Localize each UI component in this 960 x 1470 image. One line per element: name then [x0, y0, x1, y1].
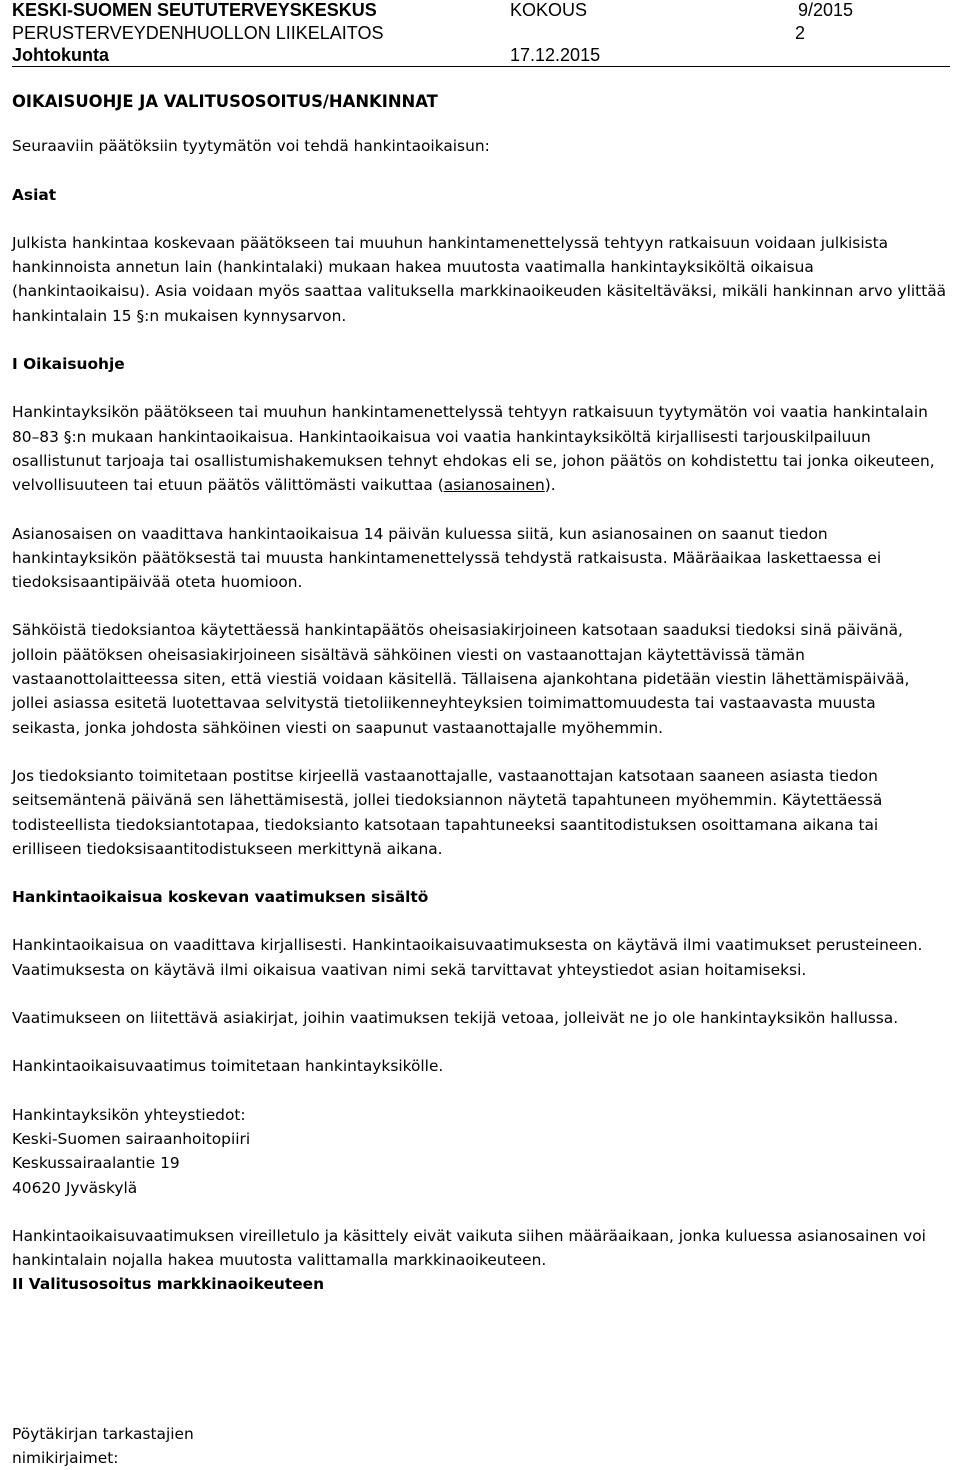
contact-label: Hankintayksikön yhteystiedot: [12, 1105, 246, 1124]
claim-paragraph-2: Vaatimukseen on liitettävä asiakirjat, joihin vaatimuksen tekijä vetoaa, jolleivät ne jo ole hankintayksikön hallussa. [12, 1009, 899, 1028]
section-1-paragraph-3: Sähköistä tiedoksiantoa käytettäessä hankintapäätös oheisasiakirjoineen katsotaan saaduksi tiedoksi sinä päivänä, jolloin päätöksen oheisasiakirjoineen sisältävä sähköinen viesti on vastaanottajan käytettävissä tämän vastaanottolaitteessa siten, että viestiä voidaan käsitellä. Tällaisena ajankohtana pidetään viestin lähettämispäivää, jollei asiassa esitetä luotettavaa selvitystä tietoliikenneyhteyksien toimimattomuudesta tai vastaavasta muusta seikasta, jonka johdosta sähköinen viesti on saapunut vastaanottajalle myöhemmin. [12, 621, 910, 737]
meeting-number: 9/2015 [798, 0, 854, 20]
meeting-label: KOKOUS [510, 0, 588, 20]
page-title: OIKAISUOHJE JA VALITUSOSOITUS/HANKINNAT [12, 92, 438, 111]
signature-label-line-2: nimikirjaimet: [12, 1449, 119, 1467]
intro-text: Seuraaviin päätöksiin tyytymätön voi tehdä hankintaoikaisun: [12, 137, 490, 156]
claim-paragraph-1: Hankintaoikaisua on vaadittava kirjallisesti. Hankintaoikaisuvaatimuksesta on käytävä ilmi vaatimukset perusteineen. Vaatimuksesta on käytävä ilmi oikaisua vaativan nimi sekä tarvittavat yhteystiedot asian hoitamiseksi. [12, 936, 923, 979]
section-1-paragraph-1: Hankintayksikön päätökseen tai muuhun hankintamenettelyssä tehtyyn ratkaisuun tyytymätön voi vaatia hankintalain 80–83 §:n mukaan hankintaoikaisua. Hankintaoikaisua voi vaatia hankintayksiköltä kirjallisesti tarjouskilpailuun osallistunut tarjoaja tai osallistumishakemuksen tehnyt ehdokas eli se, johon päätös on kohdistettu tai jonka oikeuteen, velvollisuuteen tai etuun päätös välittömästi vaikuttaa (asianosainen). [12, 403, 935, 495]
asianosainen-link[interactable]: asianosainen [443, 476, 545, 495]
contact-street: Keskussairaalantie 19 [12, 1154, 180, 1173]
section-1-paragraph-2: Asianosaisen on vaadittava hankintaoikaisua 14 päivän kuluessa siitä, kun asianosainen on saanut tiedon hankintayksikön päätöksestä tai muusta hankintamenettelyssä tehdystä ratkaisusta. Määräaikaa laskettaessa ei tiedoksisaantipäivää oteta huomioon. [12, 524, 882, 592]
claim-paragraph-3: Hankintaoikaisuvaatimus toimitetaan hankintayksikölle. [12, 1057, 444, 1076]
section-2-heading: II Valitusosoitus markkinaoikeuteen [12, 1275, 325, 1294]
section-1-paragraph-4: Jos tiedoksianto toimitetaan postitse kirjeellä vastaanottajalle, vastaanottajan katsotaan saaneen asiasta tiedon seitsemäntenä päivänä sen lähettämisestä, jollei tiedoksiannon näytetä tapahtuneen myöhemmin. Käytettäessä todisteellista tiedoksiantotapaa, tiedoksianto katsotaan tapahtuneeksi saantitodistuksen osoittamana aikana tai erilliseen tiedoksisaantitodistukseen merkittynä aikana. [12, 766, 883, 858]
governing-body: Johtokunta [12, 45, 109, 65]
closing-paragraph: Hankintaoikaisuvaatimuksen vireilletulo ja käsittely eivät vaikuta siihen määräaikaan, jonka kuluessa asianosainen voi hankintalain nojalla hakea muutosta valittamalla markkinaoikeuteen. [12, 1226, 926, 1270]
section-1-heading: I Oikaisuohje [12, 355, 125, 374]
asiat-paragraph: Julkista hankintaa koskevaan päätökseen tai muuhun hankintamenettelyssä tehtyyn ratkaisuun voidaan julkisista hankinnoista annetun lain (hankintalaki) mukaan hakea muutosta vaatimalla hankintayksiköltä oikaisua (hankintaoikaisu). Asia voidaan myös saattaa valituksella markkinaoikeuden käsiteltäväksi, mikäli hankinnan arvo ylittää hankintalain 15 §:n mukaisen kynnysarvon. [12, 233, 947, 325]
department-name: PERUSTERVEYDENHUOLLON LIIKELAITOS [12, 23, 384, 43]
organization-name: KESKI-SUOMEN SEUTUTERVEYSKESKUS [12, 0, 377, 20]
claim-heading: Hankintaoikaisua koskevan vaatimuksen sisältö [12, 888, 429, 907]
contact-name: Keski-Suomen sairaanhoitopiiri [12, 1129, 251, 1148]
asiat-heading: Asiat [12, 185, 57, 204]
document-header [12, 0, 950, 67]
signature-block [12, 1422, 194, 1470]
page-number: 2 [795, 23, 806, 43]
signature-label-line-1: Pöytäkirjan tarkastajien [12, 1425, 194, 1443]
document-body [12, 90, 947, 1297]
meeting-date: 17.12.2015 [510, 45, 601, 65]
contact-city: 40620 Jyväskylä [12, 1178, 138, 1197]
